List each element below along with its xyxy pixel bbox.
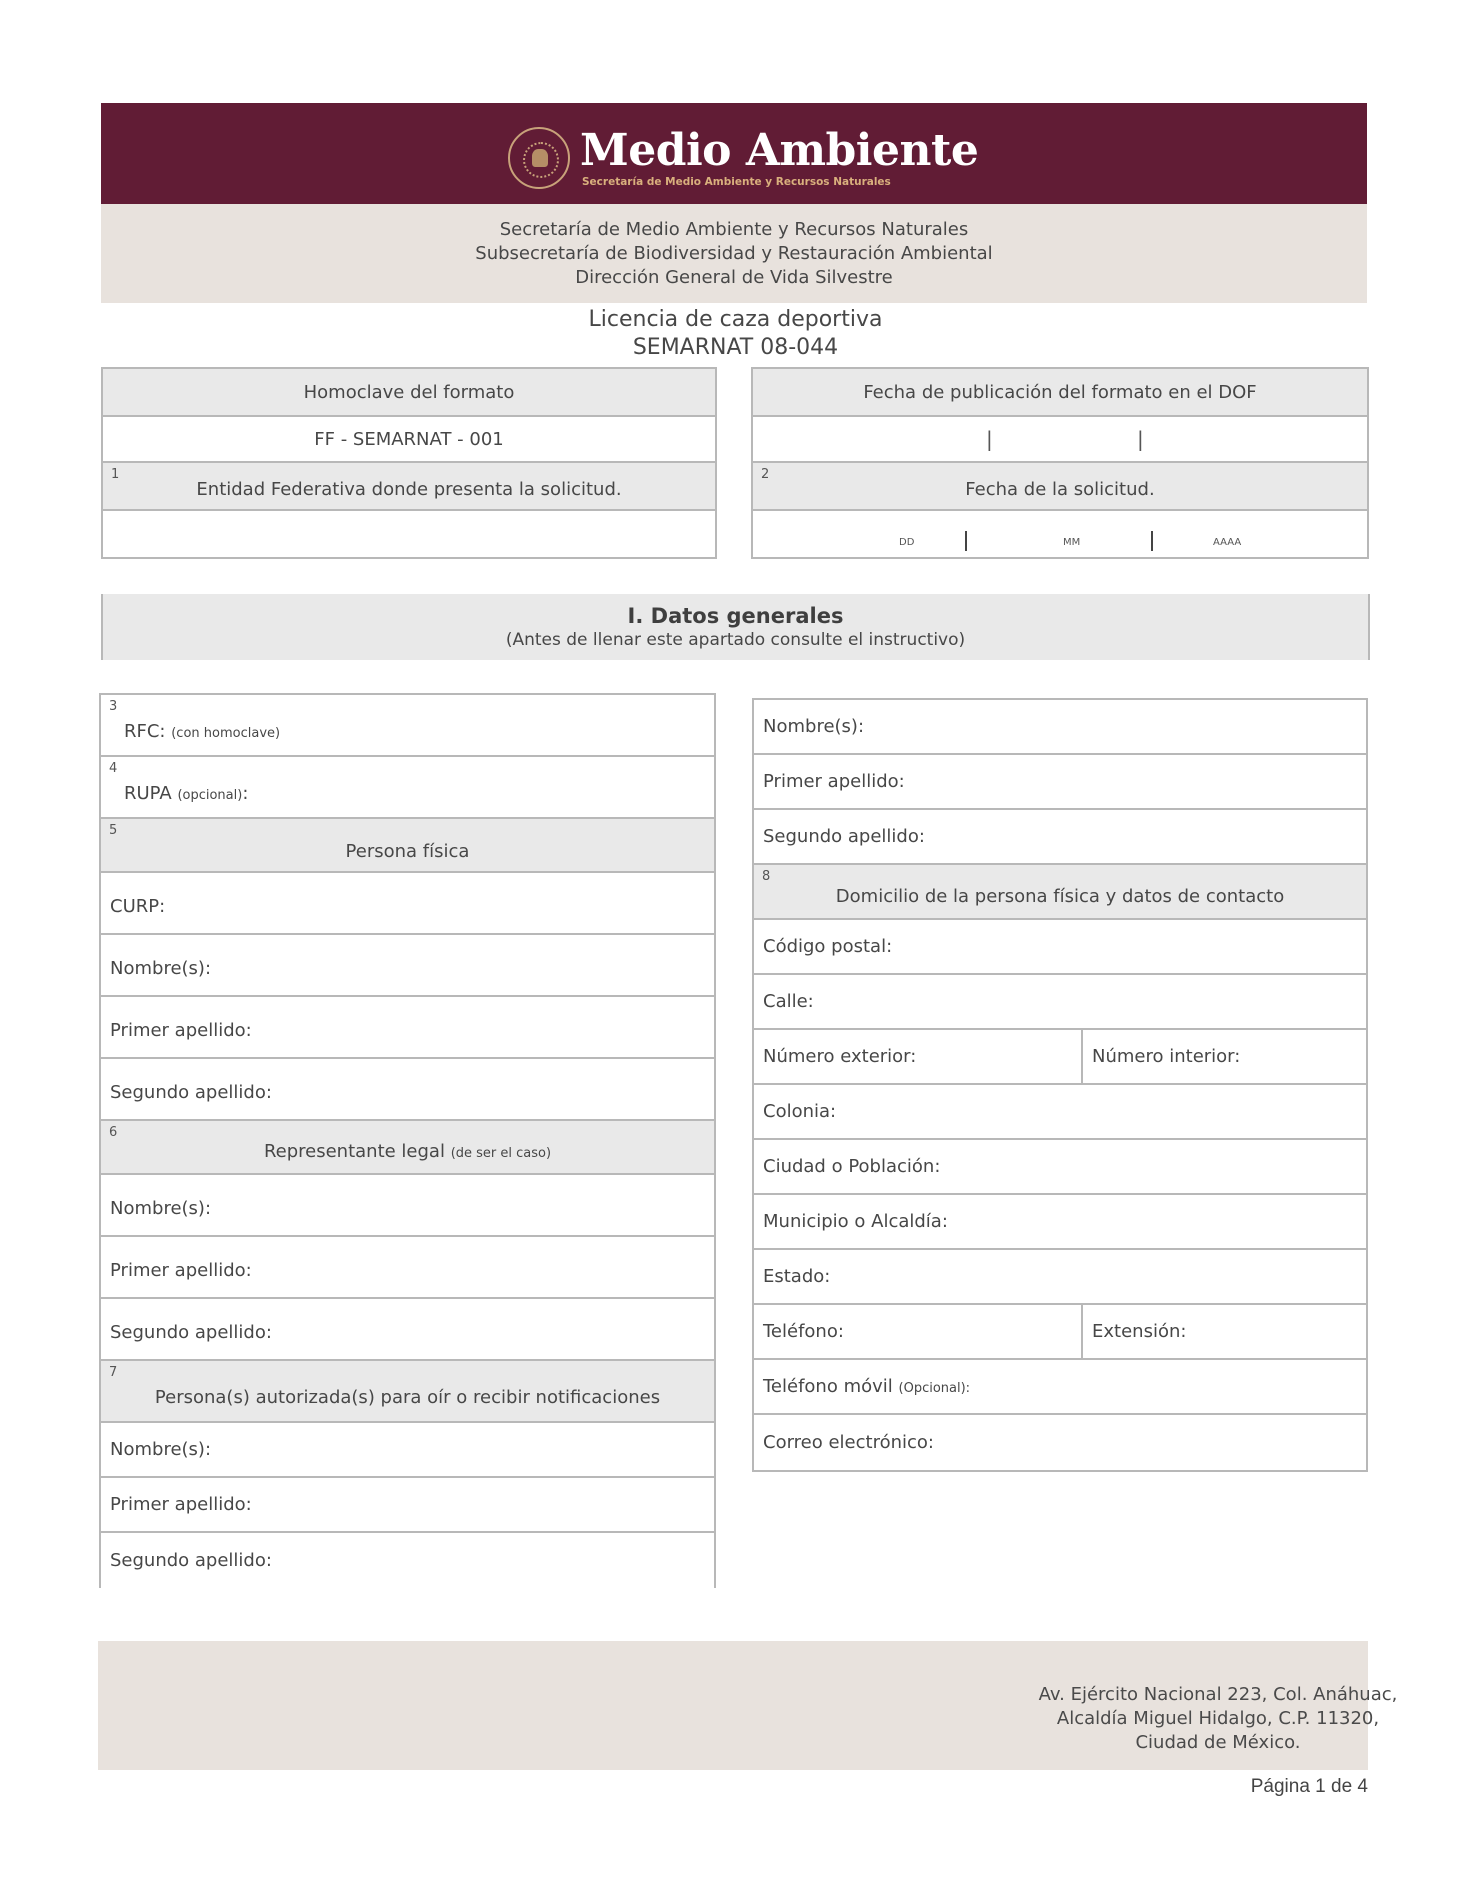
- entidad-input[interactable]: [103, 511, 715, 557]
- dept-line-2: Subsecretaría de Biodiversidad y Restauración Ambiental: [475, 243, 993, 264]
- month-label: MM: [1063, 537, 1081, 548]
- dept-line-1: Secretaría de Medio Ambiente y Recursos Naturales: [499, 219, 969, 240]
- estado-field[interactable]: Estado:: [754, 1250, 1366, 1305]
- rl-segundo-apellido-field[interactable]: Segundo apellido:: [101, 1299, 714, 1361]
- date-separator: |: [986, 427, 993, 451]
- rl-primer-apellido-field[interactable]: Primer apellido:: [101, 1237, 714, 1299]
- calle-field[interactable]: Calle:: [754, 975, 1366, 1030]
- day-label: DD: [899, 537, 915, 548]
- procedure-name: Licencia de caza deportiva: [588, 307, 883, 332]
- section-title: I. Datos generales: [627, 604, 844, 628]
- representante-legal-header: 6 Representante legal (de ser el caso): [101, 1121, 714, 1175]
- pa-nombre-field[interactable]: Nombre(s):: [101, 1423, 714, 1478]
- field-number: 4: [109, 761, 118, 776]
- field-number: 6: [109, 1125, 118, 1140]
- domicilio-header: 8 Domicilio de la persona física y datos de contacto: [754, 865, 1366, 920]
- document-title: [0, 306, 1471, 362]
- pf-segundo-apellido-field[interactable]: Segundo apellido:: [101, 1059, 714, 1121]
- fecha-solicitud-field[interactable]: [753, 511, 1367, 557]
- coat-of-arms-icon: [508, 127, 570, 189]
- telefono-movil-field[interactable]: Teléfono móvil (Opcional):: [754, 1360, 1366, 1415]
- section-subtitle: (Antes de llenar este apartado consulte el instructivo): [505, 630, 966, 650]
- brand-logo: [508, 127, 978, 189]
- numero-exterior-field[interactable]: Número exterior:: [754, 1030, 1083, 1083]
- curp-field[interactable]: CURP:: [101, 873, 714, 935]
- year-label: AAAA: [1213, 537, 1242, 548]
- fecha-box: [751, 367, 1369, 559]
- correo-field[interactable]: Correo electrónico:: [763, 1432, 934, 1453]
- rupa-field[interactable]: 4 RUPA (opcional):: [101, 757, 714, 819]
- field-number: 8: [762, 869, 771, 884]
- ciudad-field[interactable]: Ciudad o Población:: [754, 1140, 1366, 1195]
- date-divider: [1151, 531, 1153, 551]
- numero-row: [754, 1030, 1366, 1085]
- personas-autorizadas-header: 7 Persona(s) autorizada(s) para oír o recibir notificaciones: [101, 1361, 714, 1423]
- dept-line-3: Dirección General de Vida Silvestre: [575, 267, 893, 288]
- pf-nombre-field[interactable]: Nombre(s):: [101, 935, 714, 997]
- telefono-row: [754, 1305, 1366, 1360]
- persona-fisica-header: 5 Persona física: [101, 819, 714, 873]
- telefono-field[interactable]: Teléfono:: [754, 1305, 1083, 1358]
- department-band: [101, 204, 1367, 303]
- section-header: [101, 594, 1370, 660]
- field-number: 7: [109, 1365, 118, 1380]
- date-divider: [965, 531, 967, 551]
- field-number: 2: [761, 467, 770, 482]
- field-number: 1: [111, 467, 120, 482]
- date-separator: |: [1137, 427, 1144, 451]
- entidad-header: 1 Entidad Federativa donde presenta la solicitud.: [103, 463, 715, 511]
- rl-nombre-field[interactable]: Nombre(s):: [101, 1175, 714, 1237]
- homoclave-box: [101, 367, 717, 559]
- codigo-postal-field[interactable]: Código postal:: [754, 920, 1366, 975]
- municipio-field[interactable]: Municipio o Alcaldía:: [754, 1195, 1366, 1250]
- procedure-code: SEMARNAT 08-044: [632, 335, 839, 360]
- colonia-field[interactable]: Colonia:: [754, 1085, 1366, 1140]
- left-column-form: [99, 693, 716, 1588]
- brand-title: Medio Ambiente: [580, 125, 979, 176]
- pa-primer-apellido-field[interactable]: Primer apellido:: [101, 1478, 714, 1533]
- dof-header: Fecha de publicación del formato en el DOF: [753, 369, 1367, 417]
- homoclave-value: FF - SEMARNAT - 001: [103, 417, 715, 463]
- field-number: 3: [109, 699, 118, 714]
- dof-date-field[interactable]: [753, 417, 1367, 463]
- fecha-solicitud-header: 2 Fecha de la solicitud.: [753, 463, 1367, 511]
- homoclave-header: Homoclave del formato: [103, 369, 715, 417]
- nombre-field[interactable]: Nombre(s):: [754, 700, 1366, 755]
- brand-subtitle: Secretaría de Medio Ambiente y Recursos Naturales: [582, 176, 891, 188]
- field-number: 5: [109, 823, 118, 838]
- footer-band: [98, 1641, 1398, 1770]
- page-number: Página 1 de 4: [1250, 1776, 1368, 1797]
- segundo-apellido-field[interactable]: Segundo apellido:: [754, 810, 1366, 865]
- right-column-form: [752, 698, 1368, 1472]
- rfc-field[interactable]: 3 RFC: (con homoclave): [101, 695, 714, 757]
- primer-apellido-field[interactable]: Primer apellido:: [754, 755, 1366, 810]
- footer-address: Av. Ejército Nacional 223, Col. Anáhuac, Alcaldía Miguel Hidalgo, C.P. 11320, Ciudad de México.: [1038, 1684, 1398, 1753]
- extension-field[interactable]: Extensión:: [1092, 1321, 1187, 1342]
- pa-segundo-apellido-field[interactable]: Segundo apellido:: [110, 1550, 272, 1571]
- numero-interior-field[interactable]: Número interior:: [1092, 1046, 1241, 1067]
- pf-primer-apellido-field[interactable]: Primer apellido:: [101, 997, 714, 1059]
